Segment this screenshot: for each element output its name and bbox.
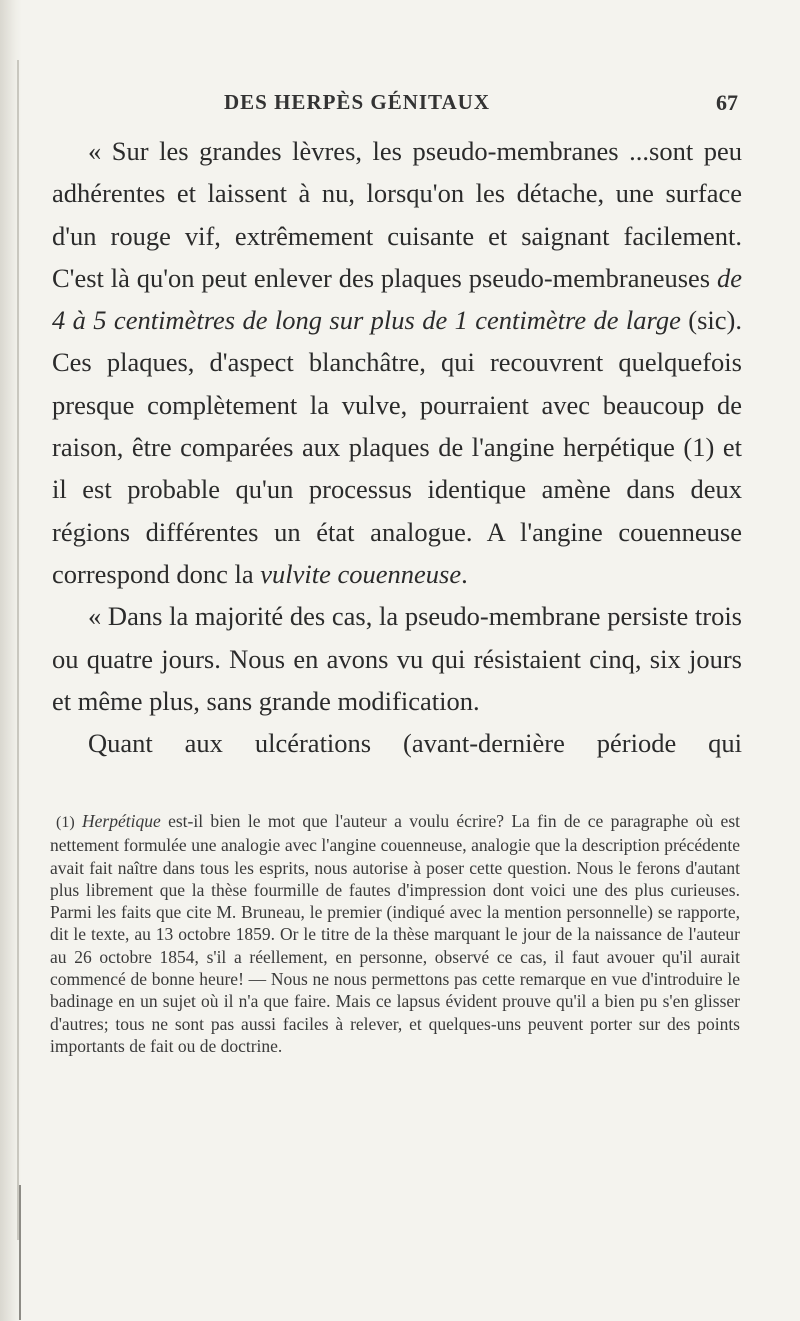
main-text [52, 130, 742, 764]
running-head: DES HERPÈS GÉNITAUX [224, 90, 490, 114]
footnote-text: est-il bien le mot que l'auteur a voulu écrire? La fin de ce paragraphe où est nettement formulée une analogie avec l'angine couenneuse, analogie que la description précédente avait fait naître dans tous les esprits, nous autorise à poser cette question. Nous le ferons d'autant plus librement que la thèse fourmille de fautes d'impression dont voici une des plus curieuses. Parmi les faits que cite M. Bruneau, le premier (indiqué avec la mention personnelle) se rapporte, dit le texte, au 13 octobre 1859. Or le titre de la thèse marquant le jour de la naissance de l'auteur au 26 octobre 1854, s'il a réellement, en personne, observé ce cas, il faut avouer qu'il aurait commencé de bonne heure! — Nous ne nous permettons pas cette remarque en vue d'introduire le badinage en un sujet où il n'a que faire. Mais ce lapsus évident prouve qu'il a bien pu s'en glisser d'autres; tous ne sont pas aussi faciles à relever, et quelques-uns peuvent porter sur des points importants de fait ou de doctrine. [50, 811, 741, 1056]
paragraph-1-italic-1: de 4 à 5 centimètres de long sur plus de 1 centimètre de large [52, 262, 742, 336]
footnote-block [50, 810, 740, 1057]
footnote-italic-word: Herpétique [82, 811, 161, 831]
paragraph-1-part-2: (sic). Ces plaques, d'aspect blanchâtre, qui recouvrent quelquefois presque complètement la vulve, pourraient avec beaucoup de raison, être comparées aux plaques de l'angine herpétique (1) et il est probable qu'un processus identique amène dans deux régions différentes un état analogue. A l'angine couenneuse correspond donc la [52, 305, 742, 589]
page-header [48, 90, 738, 120]
paragraph-1-part-3: . [461, 558, 468, 589]
binding-gutter-line [17, 60, 19, 1240]
margin-mark [19, 1185, 21, 1320]
paragraph-3: Quant aux ulcérations (avant-dernière période qui [88, 728, 742, 759]
paragraph-2: « Dans la majorité des cas, la pseudo-membrane persiste trois ou quatre jours. Nous en avons vu qui résistaient cinq, six jours et même plus, sans grande modification. [52, 601, 742, 716]
paragraph-1-part-1: « Sur les grandes lèvres, les pseudo-membranes ...sont peu adhérentes et laissent à nu, lorsqu'on les détache, une surface d'un rouge vif, extrêmement cuisante et saignant facilement. C'est là qu'on peut enlever des plaques pseudo-membraneuses [52, 136, 742, 293]
footnote-1 [50, 810, 740, 1057]
paragraph-1 [52, 130, 742, 595]
paragraph-1-italic-2: vulvite couenneuse [260, 558, 462, 589]
footnote-marker: (1) [56, 814, 75, 831]
page-number: 67 [716, 90, 738, 115]
